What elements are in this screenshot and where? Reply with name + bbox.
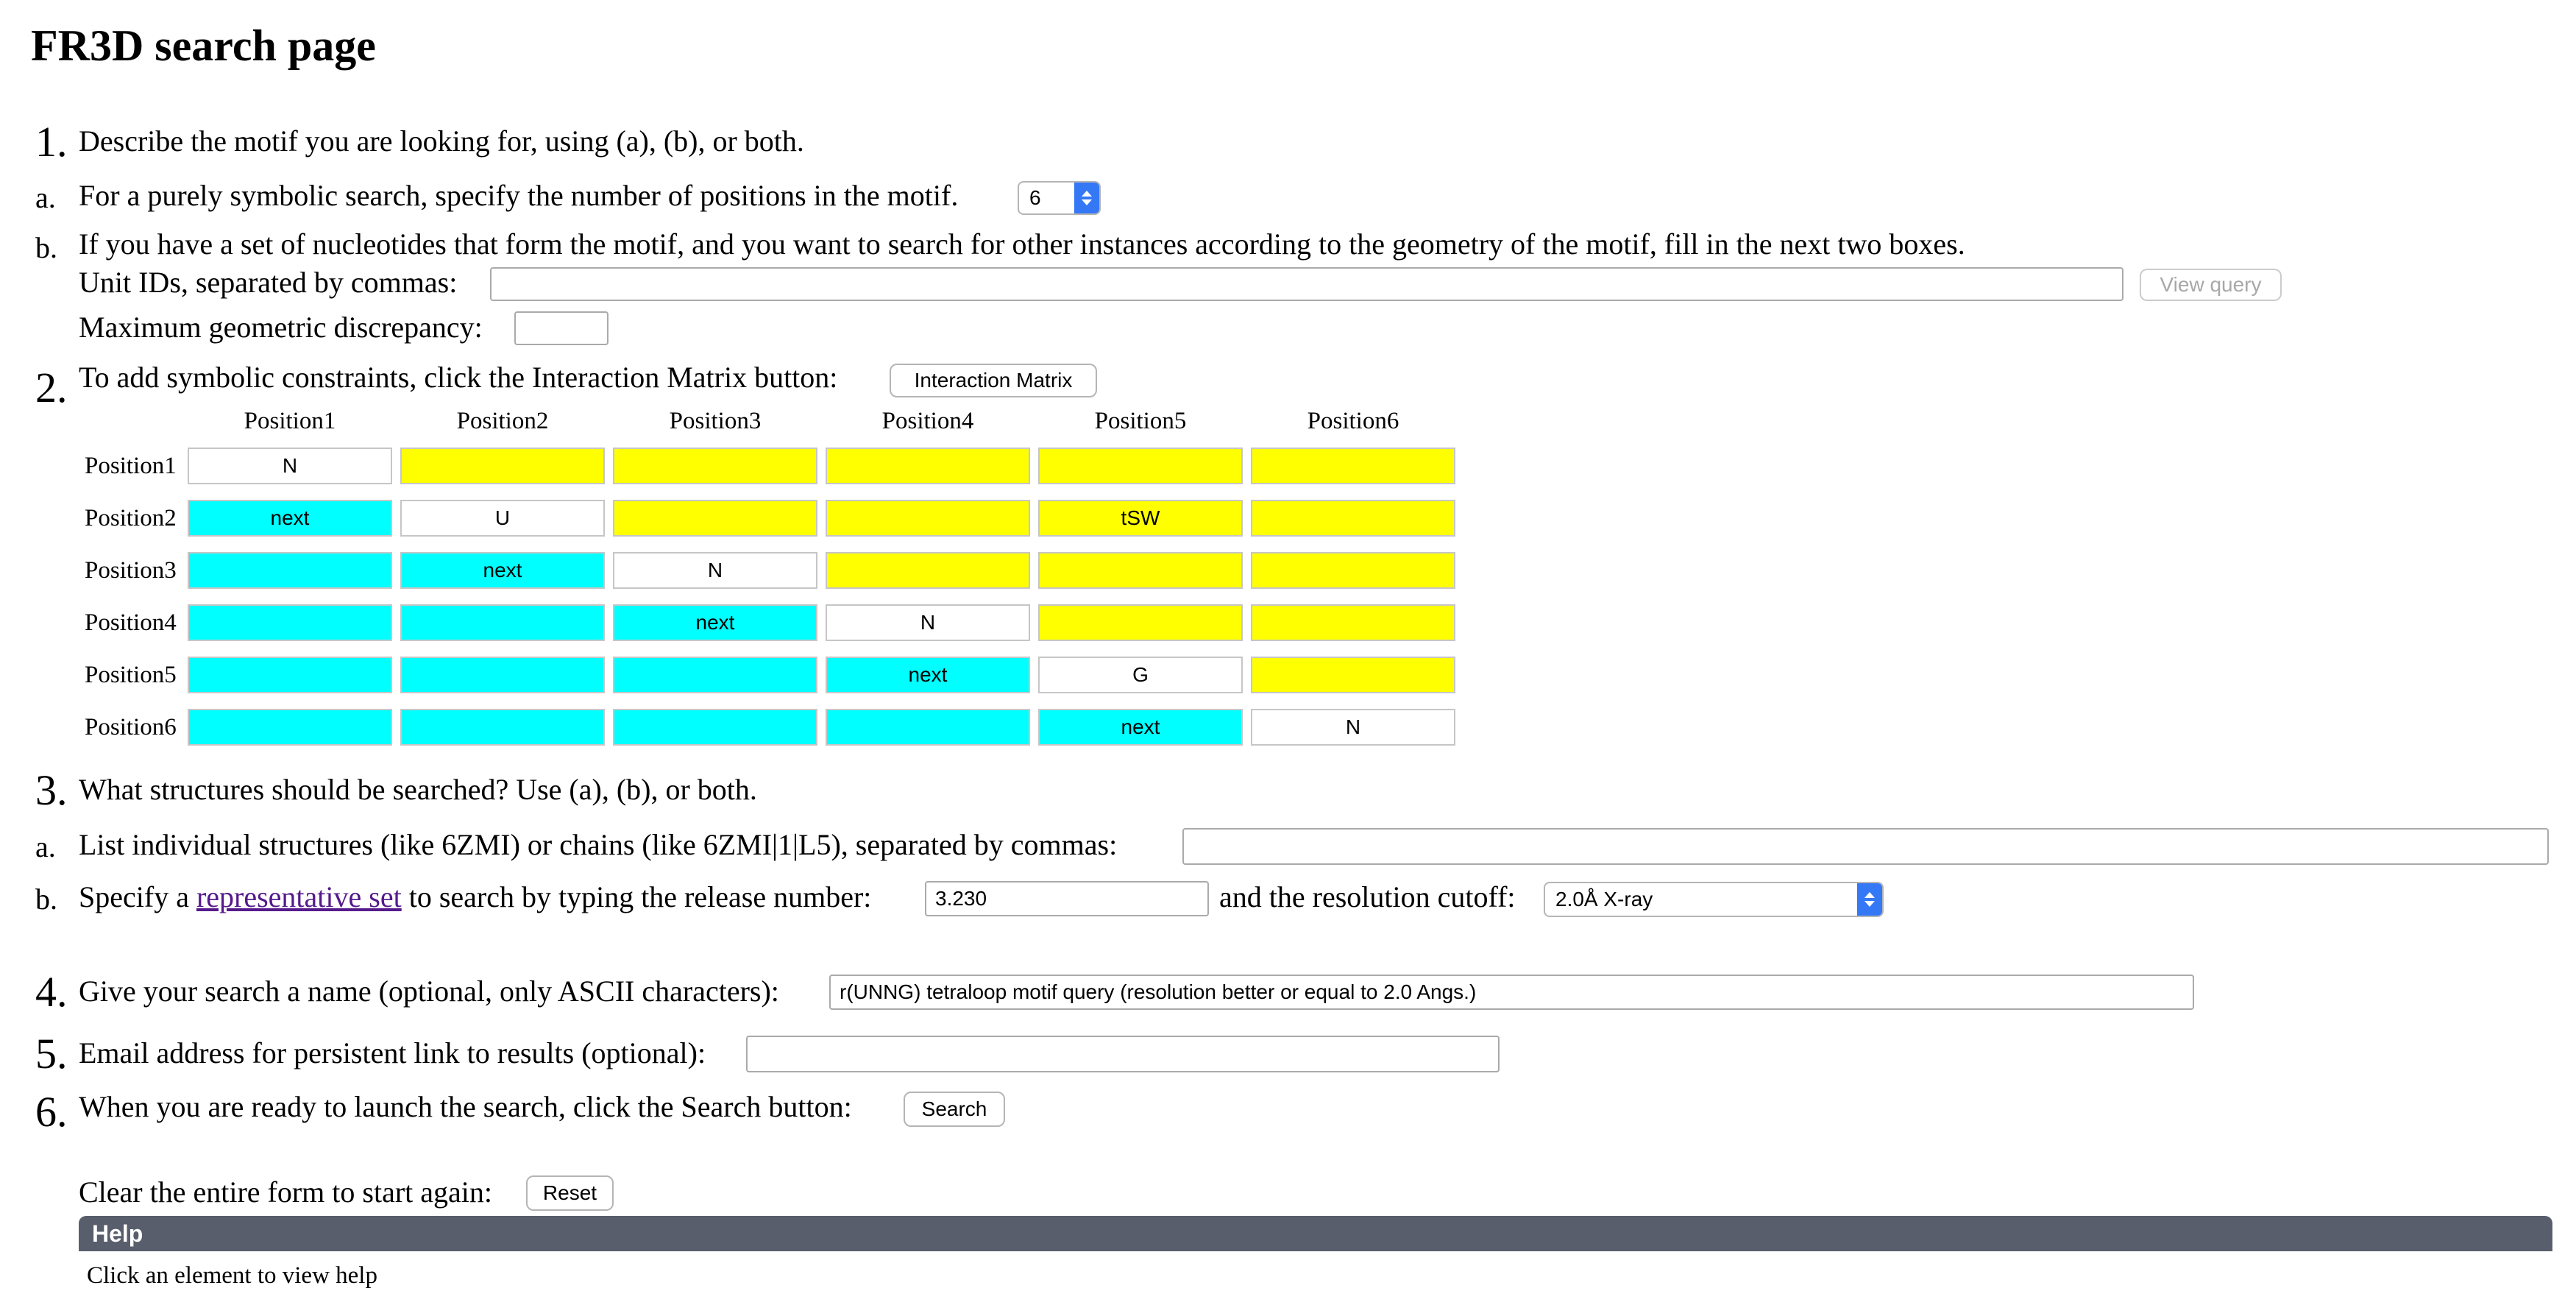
- matrix-cell-r5-c1[interactable]: [188, 657, 392, 693]
- matrix-row-header: Position3: [85, 557, 177, 584]
- help-header: Help: [79, 1216, 2552, 1251]
- matrix-col-header: Position3: [669, 408, 762, 434]
- step-3b-text-before: Specify a: [79, 880, 189, 913]
- max-discrepancy-label: Maximum geometric discrepancy:: [79, 311, 483, 344]
- matrix-cell-r1-c3[interactable]: [613, 448, 817, 484]
- step-3b-text: [79, 879, 871, 916]
- matrix-cell-r3-c4[interactable]: [826, 552, 1030, 589]
- matrix-cell-r4-c5[interactable]: [1038, 604, 1243, 641]
- step-1b-letter: b.: [35, 231, 57, 264]
- step-1b-text: If you have a set of nucleotides that form the motif, and you want to search for other instances according to the geometry of the motif, fill in the next two boxes.: [79, 227, 1965, 261]
- matrix-cell-r6-c1[interactable]: [188, 709, 392, 746]
- matrix-cell-r5-c3[interactable]: [613, 657, 817, 693]
- matrix-col-header: Position1: [244, 408, 336, 434]
- matrix-cell-r1-c1[interactable]: N: [188, 448, 392, 484]
- matrix-cell-r5-c6[interactable]: [1251, 657, 1455, 693]
- email-input[interactable]: [746, 1036, 1500, 1072]
- search-name-input[interactable]: r(UNNG) tetraloop motif query (resolution better or equal to 2.0 Angs.): [829, 975, 2194, 1010]
- matrix-cell-r2-c5[interactable]: tSW: [1038, 500, 1243, 537]
- matrix-cell-r1-c6[interactable]: [1251, 448, 1455, 484]
- structures-input[interactable]: [1182, 828, 2549, 865]
- max-discrepancy-input[interactable]: [514, 311, 608, 345]
- step-6-number: 6.: [35, 1088, 68, 1136]
- matrix-row-header: Position6: [85, 714, 177, 740]
- resolution-cutoff-label: and the resolution cutoff:: [1219, 880, 1516, 913]
- matrix-cell-r6-c2[interactable]: [400, 709, 605, 746]
- step-5-number: 5.: [35, 1030, 68, 1078]
- matrix-cell-r1-c5[interactable]: [1038, 448, 1243, 484]
- help-text: Click an element to view help: [87, 1262, 377, 1289]
- matrix-row-header: Position2: [85, 505, 177, 531]
- positions-select-value: 6: [1029, 186, 1041, 209]
- step-3a-text: List individual structures (like 6ZMI) or chains (like 6ZMI|1|L5), separated by commas:: [79, 828, 1118, 861]
- matrix-cell-r2-c1[interactable]: next: [188, 500, 392, 537]
- unit-ids-input[interactable]: [490, 267, 2123, 301]
- matrix-cell-r3-c5[interactable]: [1038, 552, 1243, 589]
- matrix-cell-r4-c3[interactable]: next: [613, 604, 817, 641]
- resolution-cutoff-select[interactable]: [1544, 882, 1884, 917]
- step-1a-text: For a purely symbolic search, specify the number of positions in the motif.: [79, 179, 959, 212]
- step-3-text: What structures should be searched? Use (a), (b), or both.: [79, 773, 757, 806]
- interaction-matrix-button[interactable]: Interaction Matrix: [890, 364, 1097, 397]
- matrix-cell-r6-c6[interactable]: N: [1251, 709, 1455, 746]
- step-3b-letter: b.: [35, 883, 57, 916]
- matrix-row-header: Position5: [85, 662, 177, 688]
- step-1a-letter: a.: [35, 181, 56, 214]
- matrix-cell-r4-c4[interactable]: N: [826, 604, 1030, 641]
- matrix-cell-r6-c3[interactable]: [613, 709, 817, 746]
- step-1-number: 1.: [35, 118, 68, 166]
- matrix-cell-r3-c2[interactable]: next: [400, 552, 605, 589]
- matrix-cell-r6-c5[interactable]: next: [1038, 709, 1243, 746]
- matrix-row-header: Position4: [85, 609, 177, 636]
- matrix-cell-r2-c2[interactable]: U: [400, 500, 605, 537]
- matrix-col-header: Position4: [881, 408, 974, 434]
- matrix-cell-r2-c4[interactable]: [826, 500, 1030, 537]
- matrix-col-header: Position6: [1307, 408, 1399, 434]
- matrix-cell-r1-c4[interactable]: [826, 448, 1030, 484]
- representative-set-link[interactable]: representative set: [196, 880, 402, 913]
- matrix-cell-r3-c3[interactable]: N: [613, 552, 817, 589]
- matrix-cell-r2-c6[interactable]: [1251, 500, 1455, 537]
- matrix-cell-r4-c6[interactable]: [1251, 604, 1455, 641]
- step-2-number: 2.: [35, 364, 68, 411]
- step-2-text: To add symbolic constraints, click the Interaction Matrix button:: [79, 361, 838, 394]
- matrix-cell-r2-c3[interactable]: [613, 500, 817, 537]
- matrix-cell-r5-c5[interactable]: G: [1038, 657, 1243, 693]
- matrix-cell-r1-c2[interactable]: [400, 448, 605, 484]
- view-query-button[interactable]: View query: [2140, 269, 2282, 301]
- unit-ids-label: Unit IDs, separated by commas:: [79, 266, 458, 299]
- search-button[interactable]: Search: [904, 1092, 1005, 1127]
- reset-text: Clear the entire form to start again:: [79, 1175, 493, 1209]
- positions-select[interactable]: [1018, 181, 1101, 215]
- select-arrows-icon: [1074, 183, 1099, 213]
- matrix-cell-r5-c4[interactable]: next: [826, 657, 1030, 693]
- matrix-col-header: Position5: [1094, 408, 1187, 434]
- step-3-number: 3.: [35, 766, 68, 814]
- resolution-cutoff-value: 2.0Å X-ray: [1555, 888, 1653, 910]
- reset-button[interactable]: Reset: [526, 1175, 614, 1211]
- release-number-input[interactable]: 3.230: [925, 881, 1209, 916]
- step-5-text: Email address for persistent link to results (optional):: [79, 1036, 706, 1069]
- matrix-cell-r5-c2[interactable]: [400, 657, 605, 693]
- matrix-cell-r4-c1[interactable]: [188, 604, 392, 641]
- matrix-cell-r3-c6[interactable]: [1251, 552, 1455, 589]
- matrix-col-header: Position2: [456, 408, 549, 434]
- matrix-cell-r6-c4[interactable]: [826, 709, 1030, 746]
- step-3a-letter: a.: [35, 830, 56, 863]
- step-4-number: 4.: [35, 968, 68, 1016]
- matrix-cell-r3-c1[interactable]: [188, 552, 392, 589]
- matrix-row-header: Position1: [85, 453, 177, 479]
- step-4-text: Give your search a name (optional, only ASCII characters):: [79, 975, 779, 1008]
- select-arrows-icon: [1857, 883, 1882, 916]
- step-6-text: When you are ready to launch the search, click the Search button:: [79, 1090, 852, 1123]
- step-1-text: Describe the motif you are looking for, using (a), (b), or both.: [79, 124, 804, 158]
- matrix-cell-r4-c2[interactable]: [400, 604, 605, 641]
- step-3b-text-after: to search by typing the release number:: [408, 880, 872, 913]
- page-title: FR3D search page: [31, 21, 376, 70]
